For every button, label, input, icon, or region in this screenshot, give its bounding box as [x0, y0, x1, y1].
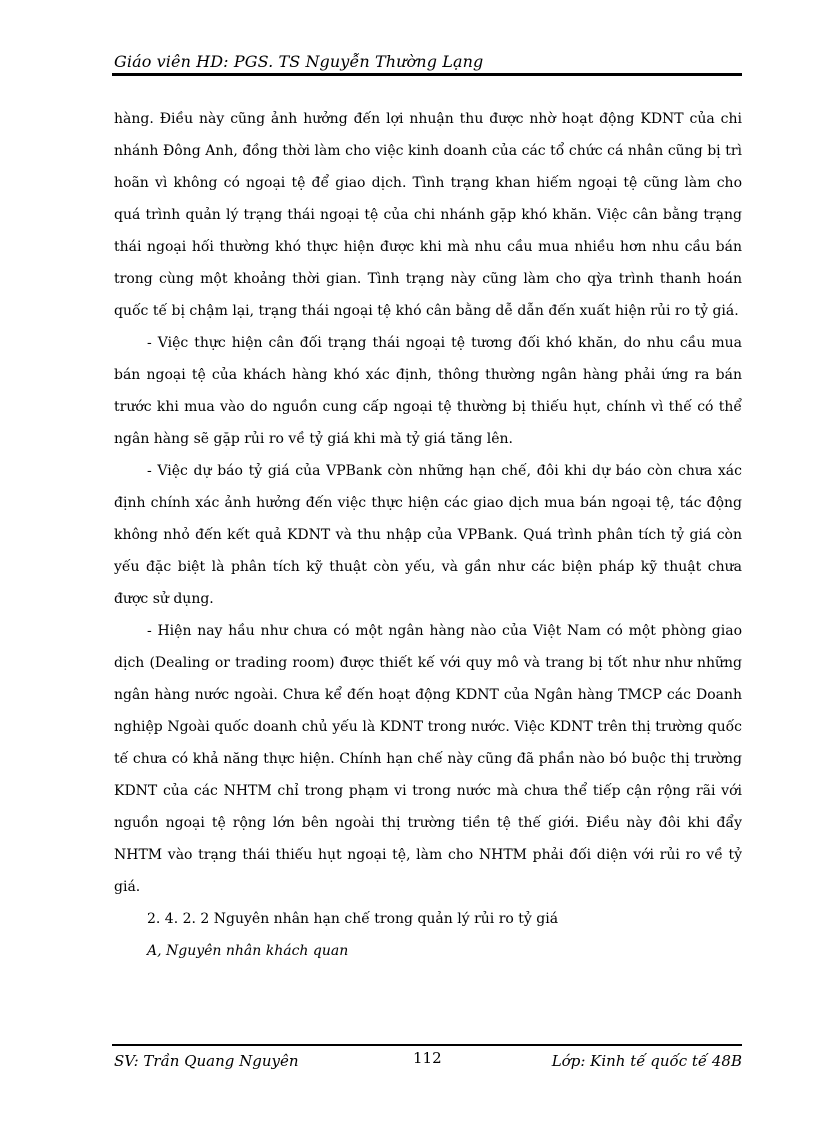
paragraph-2: - Việc thực hiện cân đối trạng thái ngoại tệ tương đối khó khăn, do nhu cầu mua bán ngoại tệ của khách hàng khó xác định, thông thường ngân hàng phải ứng ra bán trước khi mua vào do nguồn cung cấp ngoại tệ thường bị thiếu hụt, chính vì thế có thể ngân hàng sẽ gặp rủi ro về tỷ giá khi mà tỷ giá tăng lên. [114, 335, 742, 447]
document-body [114, 103, 742, 967]
paragraph-4: - Hiện nay hầu như chưa có một ngân hàng nào của Việt Nam có một phòng giao dịch (Dealing or trading room) được thiết kế với quy mô và trang bị tốt như như những ngân hàng nước ngoài. Chưa kể đến hoạt động KDNT của Ngân hàng TMCP các Doanh nghiệp Ngoài quốc doanh chủ yếu là KDNT trong nước. Việc KDNT trên thị trường quốc tế chưa có khả năng thực hiện. Chính hạn chế này cũng đã phần nào bó buộc thị trường KDNT của các NHTM chỉ trong phạm vi trong nước mà chưa thể tiếp cận rộng rãi với nguồn ngoại tệ rộng lớn bên ngoài thị trường tiền tệ thế giới. Điều này đôi khi đẩy NHTM vào trạng thái thiếu hụt ngoại tệ, làm cho NHTM phải đối diện với rủi ro về tỷ giá. [114, 623, 742, 895]
section-heading: 2. 4. 2. 2 Nguyên nhân hạn chế trong quản lý rủi ro tỷ giá [147, 911, 559, 927]
page-number: 112 [413, 1049, 442, 1067]
paragraph-3: - Việc dự báo tỷ giá của VPBank còn những hạn chế, đôi khi dự báo còn chưa xác định chính xác ảnh hưởng đến việc thực hiện các giao dịch mua bán ngoại tệ, tác động không nhỏ đến kết quả KDNT và thu nhập của VPBank. Quá trình phân tích tỷ giá còn yếu đặc biệt là phân tích kỹ thuật còn yếu, và gần như các biện pháp kỹ thuật chưa được sử dụng. [114, 463, 742, 607]
footer-class: Lớp: Kinh tế quốc tế 48B [551, 1052, 742, 1070]
subsection-heading: A, Nguyên nhân khách quan [147, 943, 349, 959]
page-header-supervisor: Giáo viên HD: PGS. TS Nguyễn Thường Lạng [114, 52, 484, 71]
paragraph-1: hàng. Điều này cũng ảnh hưởng đến lợi nhuận thu được nhờ hoạt động KDNT của chi nhánh Đông Anh, đồng thời làm cho việc kinh doanh của các tổ chức cá nhân cũng bị trì hoãn vì không có ngoại tệ để giao dịch. Tình trạng khan hiếm ngoại tệ cũng làm cho quá trình quản lý trạng thái ngoại tệ của chi nhánh gặp khó khăn. Việc cân bằng trạng thái ngoại hối thường khó thực hiện được khi mà nhu cầu mua nhiều hơn nhu cầu bán trong cùng một khoảng thời gian. Tình trạng này cũng làm cho qỳa trình thanh hoán quốc tế bị chậm lại, trạng thái ngoại tệ khó cân bằng dễ dẫn đến xuất hiện rủi ro tỷ giá. [114, 111, 742, 319]
header-divider [112, 73, 742, 76]
footer-student: SV: Trần Quang Nguyên [114, 1052, 299, 1070]
footer-divider [112, 1044, 742, 1046]
